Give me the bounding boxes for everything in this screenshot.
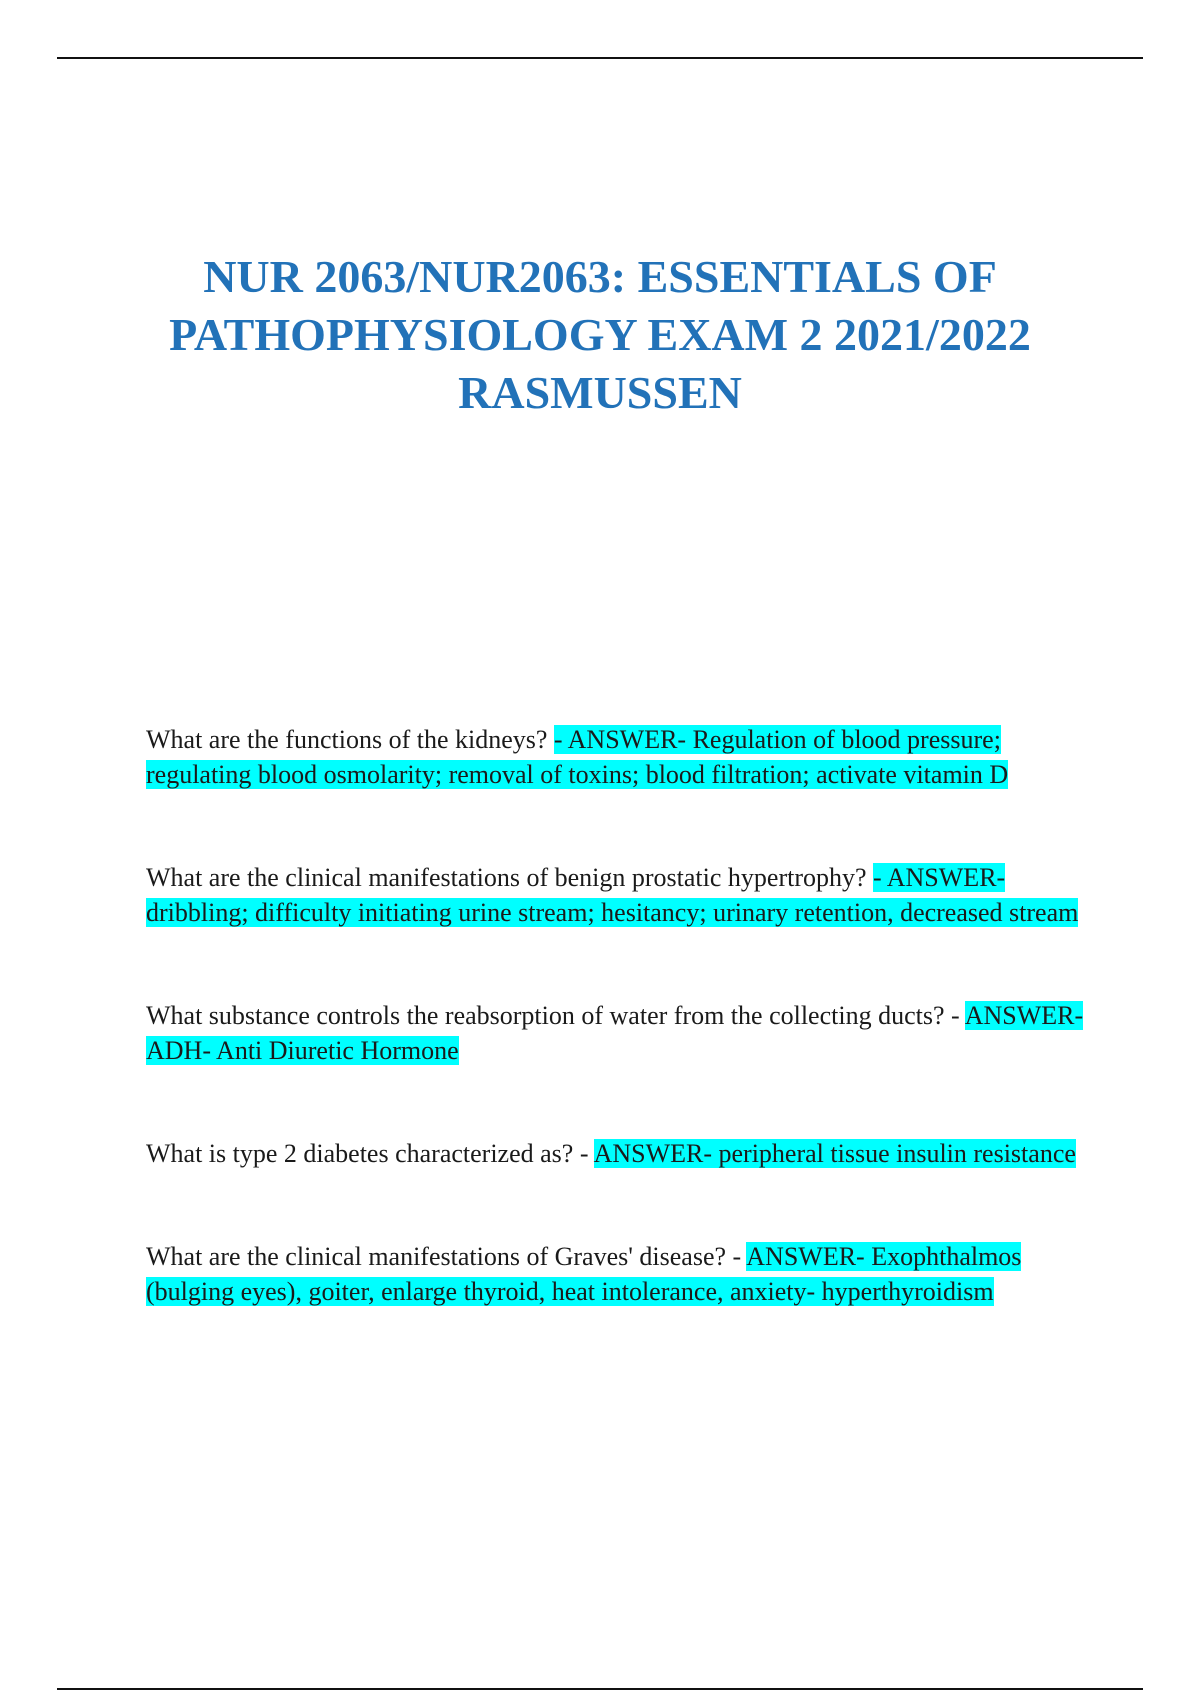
- question-text: What are the clinical manifestations of benign prostatic hypertrophy?: [146, 863, 874, 892]
- title-line-1: NUR 2063/NUR2063: ESSENTIALS OF: [203, 251, 997, 302]
- title-line-2: PATHOPHYSIOLOGY EXAM 2 2021/2022: [169, 309, 1031, 360]
- document-title: [100, 248, 1100, 422]
- answer-text: - ANSWER- dribbling; difficulty initiating urine stream; hesitancy; urinary retention, decreased stream: [146, 863, 1079, 927]
- title-line-3: RASMUSSEN: [458, 367, 742, 418]
- answer-text: ANSWER- ADH- Anti Diuretic Hormone: [146, 1001, 1084, 1065]
- bottom-rule: [57, 1688, 1143, 1690]
- qa-item-bph-manifestations: [146, 860, 1086, 930]
- question-text: What substance controls the reabsorption of water from the collecting ducts? -: [146, 1001, 965, 1030]
- answer-text: ANSWER- peripheral tissue insulin resistance: [593, 1139, 1076, 1168]
- qa-item-type2-diabetes: [146, 1136, 1086, 1171]
- qa-item-graves-disease: [146, 1239, 1086, 1309]
- answer-text: - ANSWER- Regulation of blood pressure; regulating blood osmolarity; removal of toxins; blood filtration; activate vitamin D: [146, 725, 1009, 789]
- qa-item-kidney-functions: [146, 722, 1086, 792]
- answer-text: ANSWER- Exophthalmos (bulging eyes), goiter, enlarge thyroid, heat intolerance, anxiety- hyperthyroidism: [146, 1242, 1022, 1306]
- question-text: What is type 2 diabetes characterized as? -: [146, 1139, 594, 1168]
- qa-item-water-reabsorption: [146, 998, 1086, 1068]
- qa-list: [146, 722, 1086, 1309]
- top-rule: [57, 57, 1143, 59]
- question-text: What are the functions of the kidneys?: [146, 725, 554, 754]
- question-text: What are the clinical manifestations of Graves' disease? -: [146, 1242, 747, 1271]
